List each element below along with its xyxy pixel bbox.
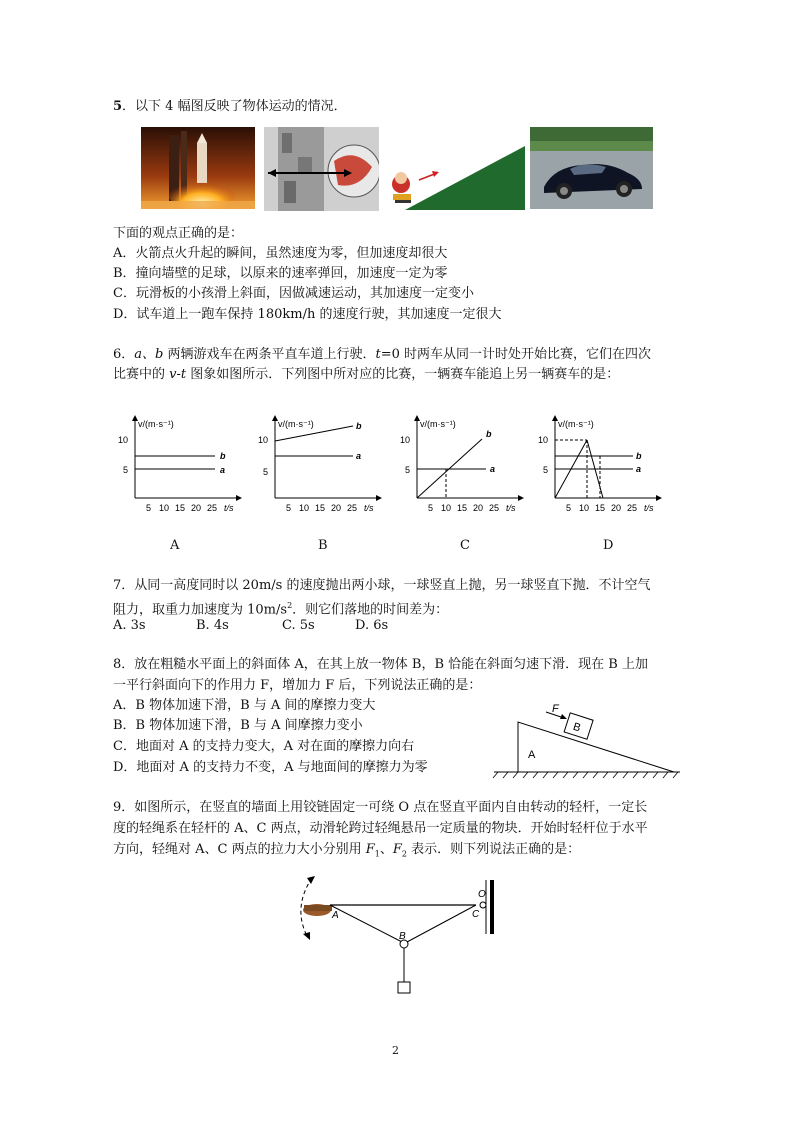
- svg-text:a: a: [356, 451, 362, 461]
- q8-option-d: D．地面对 A 的支持力不变，A 与地面间的摩擦力为零: [113, 760, 428, 775]
- point-b-label: B: [399, 931, 406, 942]
- q9-line2: 度的轻绳系在轻杆的 A、C 两点，动滑轮跨过轻绳悬吊一定质量的物块．开始时轻杆位于水平: [113, 821, 648, 836]
- svg-text:b: b: [486, 429, 492, 439]
- svg-text:15: 15: [595, 503, 606, 513]
- point-c-label: C: [472, 909, 480, 920]
- q5-number: 5: [113, 99, 123, 114]
- vt-graph-b: [252, 412, 387, 517]
- svg-text:20: 20: [473, 503, 484, 513]
- svg-text:20: 20: [611, 503, 622, 513]
- svg-text:t/s: t/s: [644, 503, 654, 513]
- q5-option-d: D．试车道上一跑车保持 180km/h 的速度行驶，其加速度一定很大: [113, 307, 502, 322]
- q7-option-d: D. 6s: [355, 618, 389, 633]
- q7-option-c: C. 5s: [282, 618, 315, 633]
- q5-option-a: A．火箭点火升起的瞬间，虽然速度为零，但加速度却很大: [113, 246, 448, 261]
- rocket-launch-image: [141, 127, 255, 209]
- svg-text:25: 25: [489, 503, 500, 513]
- svg-text:t/s: t/s: [506, 503, 516, 513]
- svg-text:v/(m·s⁻¹): v/(m·s⁻¹): [558, 419, 594, 429]
- svg-text:a: a: [490, 464, 496, 474]
- q7-option-a: A. 3s: [113, 618, 146, 633]
- q5-option-b: B．撞向墙壁的足球，以原来的速率弹回，加速度一定为零: [113, 266, 448, 281]
- point-o-label: O: [478, 889, 486, 900]
- force-f-label: F: [552, 703, 559, 715]
- svg-text:20: 20: [191, 503, 202, 513]
- svg-text:20: 20: [331, 503, 342, 513]
- page-number: 2: [392, 1044, 399, 1057]
- skateboard-slope-image: [385, 140, 525, 212]
- panel-label-b: B: [318, 538, 328, 553]
- rod-pulley-diagram: [290, 872, 505, 996]
- q7-line1: 7．从同一高度同时以 20m/s 的速度抛出两小球，一球竖直上抛，另一球竖直下抛．不计空气: [113, 578, 651, 593]
- svg-text:25: 25: [207, 503, 218, 513]
- q5-stem-text: ．以下 4 幅图反映了物体运动的情况．: [122, 99, 347, 114]
- series-b-label: b: [220, 451, 226, 461]
- q9-line1: 9．如图所示，在竖直的墙面上用铰链固定一可绕 O 点在竖直平面内自由转动的轻杆，一定长: [113, 800, 648, 815]
- svg-text:10: 10: [400, 435, 411, 445]
- svg-text:5: 5: [286, 503, 292, 513]
- svg-text:10: 10: [579, 503, 590, 513]
- q5-stem: [113, 97, 347, 117]
- q7-option-b: B. 4s: [196, 618, 229, 633]
- block-b-label: B: [571, 720, 583, 735]
- svg-text:10: 10: [538, 435, 549, 445]
- svg-text:10: 10: [299, 503, 310, 513]
- svg-text:15: 15: [457, 503, 468, 513]
- svg-text:15: 15: [175, 503, 186, 513]
- svg-text:v/(m·s⁻¹): v/(m·s⁻¹): [278, 419, 314, 429]
- q6-line1: 6．a、b 两辆游戏车在两条平直车道上行驶．t=0 时两车从同一计时处开始比赛，它们在四次: [113, 347, 652, 362]
- q7-line2: 阻力，取重力加速度为 $10m/s^2$．则它们落地的时间差为：: [113, 601, 449, 618]
- svg-text:5: 5: [263, 467, 269, 477]
- vt-graph-d: [532, 412, 667, 517]
- q8-line1: 8．放在粗糙水平面上的斜面体 A，在其上放一物体 B，B 恰能在斜面匀速下滑．现在 B 上加: [113, 657, 648, 672]
- x-axis-label: t/s: [224, 503, 234, 513]
- svg-text:25: 25: [627, 503, 638, 513]
- svg-text:10: 10: [258, 435, 269, 445]
- q8-option-c: C．地面对 A 的支持力变大，A 对在面的摩擦力向右: [113, 739, 415, 754]
- q6-line2: 比赛中的 v-t 图象如图所示．下列图中所对应的比赛，一辆赛车能追上另一辆赛车的是：: [113, 367, 620, 382]
- block-a-label: A: [528, 749, 536, 761]
- vt-graph-c: [394, 412, 529, 517]
- svg-text:5: 5: [566, 503, 572, 513]
- point-a-label: A: [332, 910, 339, 921]
- svg-text:10: 10: [159, 503, 170, 513]
- svg-text:5: 5: [428, 503, 434, 513]
- football-wall-image: [264, 127, 379, 211]
- panel-label-c: C: [460, 538, 470, 553]
- q5-lead: 下面的观点正确的是：: [113, 226, 244, 241]
- series-a-label: a: [220, 465, 226, 475]
- svg-text:25: 25: [347, 503, 358, 513]
- svg-text:5: 5: [543, 465, 549, 475]
- vt-graph-a: [112, 412, 247, 517]
- q9-line3: 方向，轻绳对 A、C 两点的拉力大小分别用 $F_1$、$F_2$ 表示．则下列说法正确的是：: [113, 842, 581, 859]
- incline-diagram: [490, 700, 690, 780]
- svg-text:5: 5: [405, 465, 411, 475]
- svg-text:5: 5: [146, 503, 152, 513]
- svg-text:t/s: t/s: [364, 503, 374, 513]
- y-tick-10: 10: [118, 435, 129, 445]
- q5-option-c: C．玩滑板的小孩滑上斜面，因做减速运动，其加速度一定变小: [113, 286, 474, 301]
- q8-line2: 一平行斜面向下的作用力 F，增加力 F 后，下列说法正确的是：: [113, 678, 482, 693]
- y-tick-5: 5: [123, 465, 129, 475]
- q8-option-b: B．B 物体加速下滑，B 与 A 间摩擦力变小: [113, 718, 363, 733]
- svg-text:15: 15: [315, 503, 326, 513]
- q8-option-a: A．B 物体加速下滑，B 与 A 间的摩擦力变大: [113, 698, 376, 713]
- panel-label-a: A: [170, 538, 180, 553]
- svg-text:b: b: [636, 451, 642, 461]
- svg-text:10: 10: [441, 503, 452, 513]
- sports-car-image: [530, 127, 653, 209]
- svg-text:b: b: [356, 421, 362, 431]
- panel-label-d: D: [603, 538, 614, 553]
- y-axis-label: v/(m·s⁻¹): [138, 419, 174, 429]
- svg-text:a: a: [636, 464, 642, 474]
- svg-text:v/(m·s⁻¹): v/(m·s⁻¹): [420, 419, 456, 429]
